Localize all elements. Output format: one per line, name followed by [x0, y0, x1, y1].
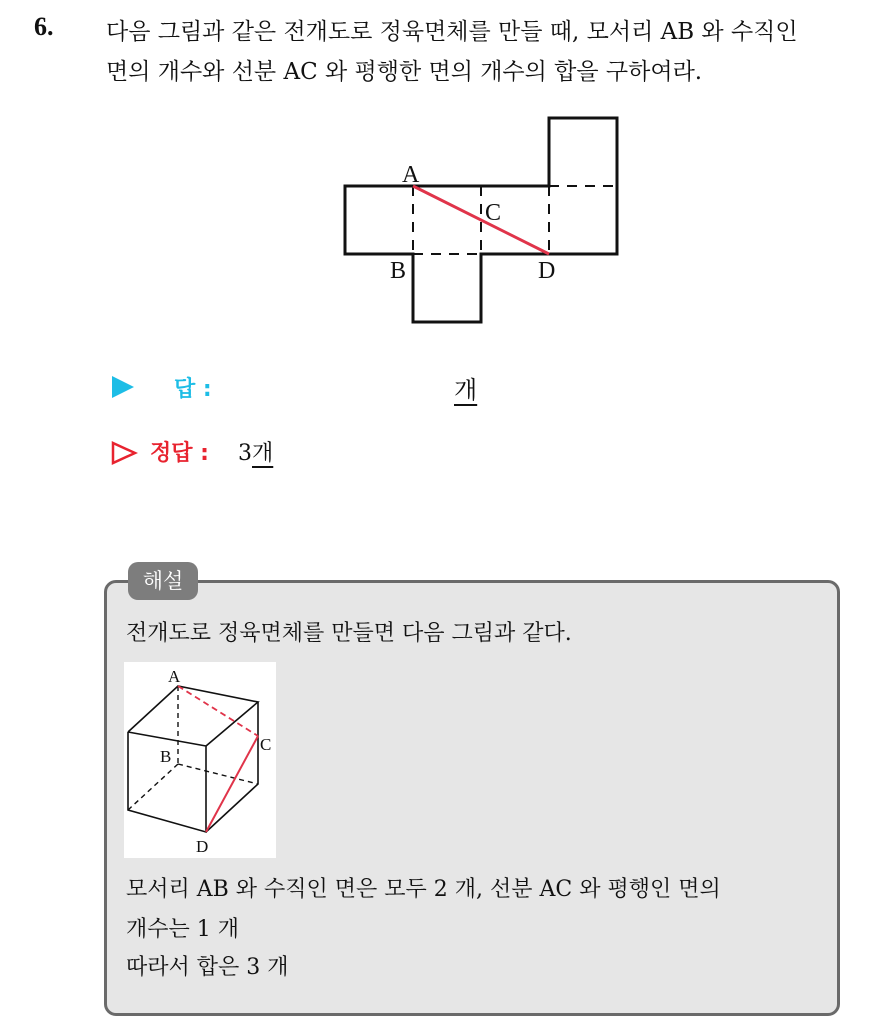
question-number: 6. [34, 12, 54, 41]
explanation-line-1: 모서리 AB 와 수직인 면은 모두 2 개, 선분 AC 와 평행인 면의 [126, 877, 721, 902]
cube-label-a: A [168, 667, 181, 686]
correct-answer-row [110, 434, 710, 474]
explanation-line-3: 따라서 합은 3 개 [126, 955, 289, 980]
cube-label-d: D [196, 837, 209, 856]
net-label-c: C [485, 200, 502, 226]
explanation-line-2: 개수는 1 개 [126, 917, 239, 942]
net-label-b: B [390, 258, 407, 284]
cube-label-c: C [260, 735, 272, 754]
answer-unit: 개 [454, 376, 478, 404]
outline-triangle-icon [110, 440, 138, 466]
explanation-intro: 전개도로 정육면체를 만들면 다음 그림과 같다. [126, 621, 572, 646]
correct-answer-unit: 개 [252, 441, 274, 466]
cube-figure-panel [124, 662, 276, 858]
correct-answer-value [238, 436, 273, 467]
cube-net-figure [0, 0, 884, 340]
net-label-d: D [538, 258, 556, 284]
correct-answer-number: 3 [238, 441, 252, 466]
question-line-1: 다음 그림과 같은 전개도로 정육면체를 만들 때, 모서리 AB 와 수직인 [106, 19, 798, 45]
question-line-2: 면의 개수와 선분 AC 와 평행한 면의 개수의 합을 구하여라. [106, 59, 703, 85]
correct-answer-label: 정답 : [150, 441, 209, 466]
cube-label-b: B [160, 747, 172, 766]
cube-figure [124, 662, 276, 858]
net-label-a: A [402, 162, 420, 188]
explanation-tag: 해설 [128, 562, 198, 600]
answer-label: 답 : [174, 377, 212, 402]
play-icon [110, 374, 136, 400]
answer-row [110, 368, 710, 408]
